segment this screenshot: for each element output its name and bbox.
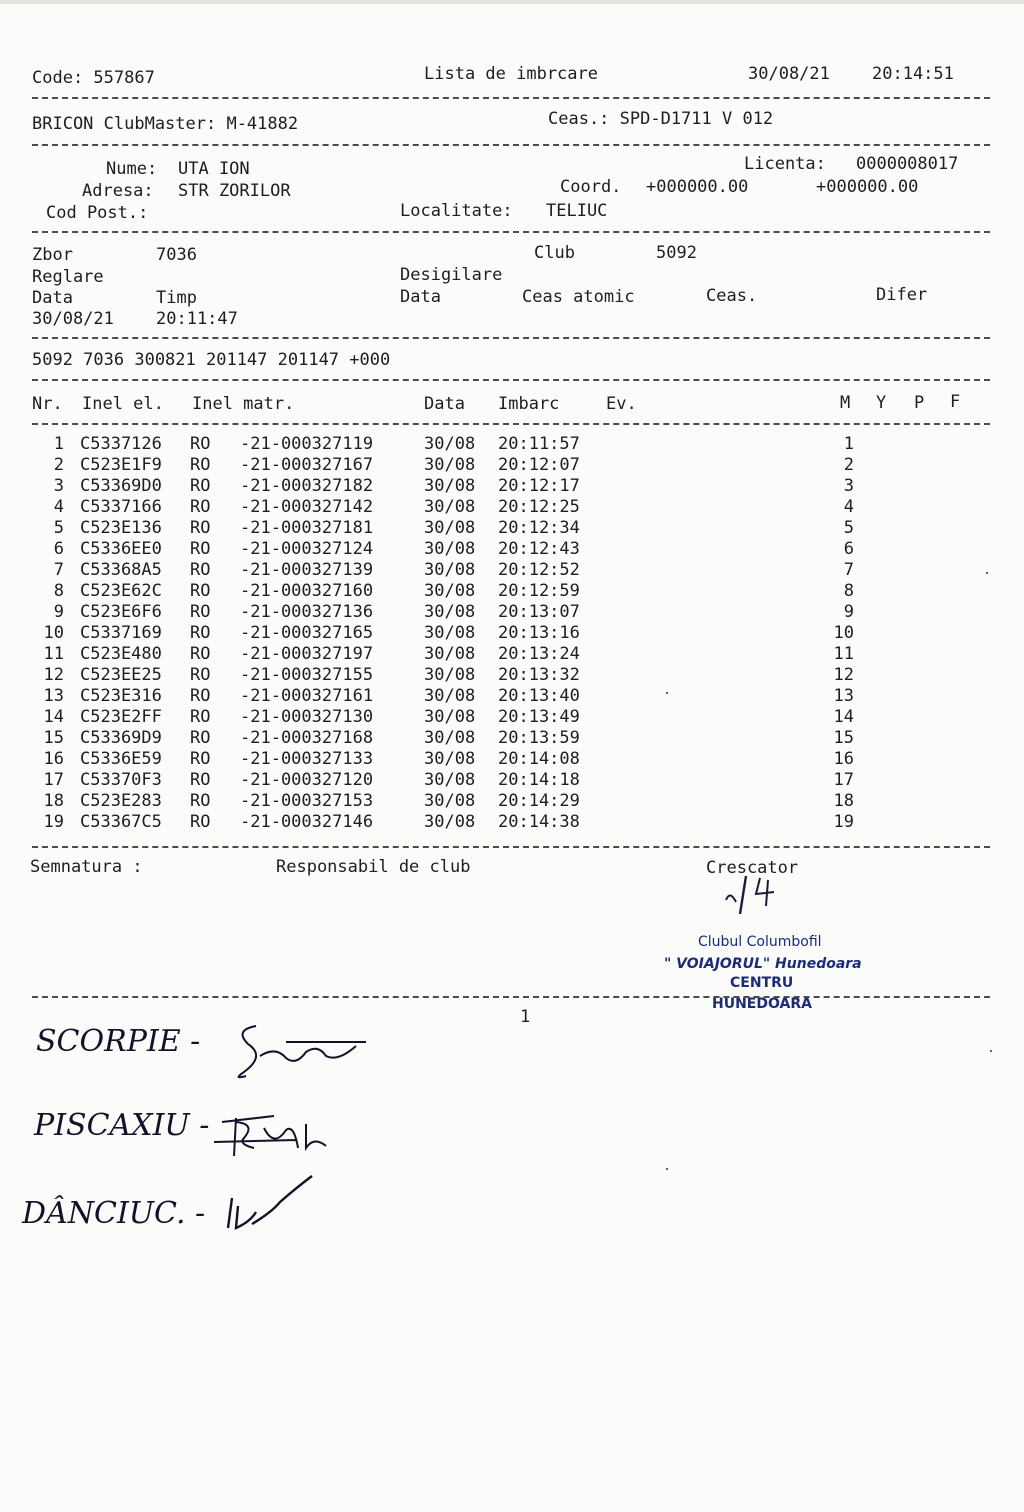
handwritten-name-3: DÂNCIUC. - (22, 1196, 206, 1231)
cell-time: 20:13:32 (498, 665, 580, 685)
cell-cc: RO (190, 497, 211, 517)
reglare-date: 30/08/21 (32, 309, 114, 329)
cell-cc: RO (190, 707, 211, 727)
cell-date: 30/08 (424, 602, 476, 622)
col-nr: Nr. (32, 394, 63, 414)
cell-date: 30/08 (424, 560, 476, 580)
cell-m: 18 (833, 791, 854, 811)
cell-nr: 13 (43, 686, 64, 706)
cell-nr: 4 (53, 497, 64, 517)
cell-m: 14 (833, 707, 854, 727)
cell-date: 30/08 (424, 665, 476, 685)
cell-cc: RO (190, 602, 211, 622)
cell-nr: 8 (53, 581, 64, 601)
cell-el: C5337166 (80, 497, 162, 517)
cell-date: 30/08 (424, 581, 476, 601)
cell-cc: RO (190, 623, 211, 643)
cell-matr: -21-000327120 (240, 770, 374, 790)
flight-code-line: 5092 7036 300821 201147 201147 +000 (32, 350, 391, 370)
speck (990, 1050, 992, 1052)
cell-date: 30/08 (424, 749, 476, 769)
cell-el: C523E6F6 (80, 602, 162, 622)
cell-el: C5336E59 (80, 749, 162, 769)
cell-el: C523E1F9 (80, 455, 162, 475)
desigilare-label: Desigilare (400, 265, 503, 285)
cell-nr: 9 (53, 602, 64, 622)
cell-date: 30/08 (424, 476, 476, 496)
cell-m: 4 (843, 497, 854, 517)
cell-el: C523E62C (80, 581, 162, 601)
coord-y: +000000.00 (816, 177, 919, 197)
handwritten-signature-3 (222, 1172, 322, 1234)
cell-matr: -21-000327136 (240, 602, 374, 622)
locality-label: Localitate: (400, 201, 513, 221)
col-imbarc: Imbarc (498, 394, 560, 414)
stamp-line-1: Clubul Columbofil (698, 934, 822, 950)
print-date: 30/08/21 (748, 64, 830, 84)
code-label: Code: 557867 (32, 68, 155, 88)
cell-cc: RO (190, 644, 211, 664)
cell-m: 7 (843, 560, 854, 580)
cell-nr: 3 (53, 476, 64, 496)
breeder-signature (716, 870, 796, 918)
cell-cc: RO (190, 686, 211, 706)
cell-m: 8 (843, 581, 854, 601)
cell-m: 10 (833, 623, 854, 643)
cell-nr: 16 (43, 749, 64, 769)
ceas-label: Ceas. (706, 286, 758, 306)
separator (32, 996, 990, 998)
breeder-label: Crescator (706, 858, 799, 878)
stamp-line-3: CENTRU (730, 975, 794, 991)
col-inel-el: Inel el. (82, 394, 164, 414)
cell-m: 11 (833, 644, 854, 664)
cell-cc: RO (190, 581, 211, 601)
cell-matr: -21-000327160 (240, 581, 374, 601)
club-value: 5092 (656, 243, 697, 263)
separator (32, 144, 990, 146)
cell-date: 30/08 (424, 812, 476, 832)
cell-time: 20:14:29 (498, 791, 580, 811)
handwritten-name-2: PISCAXIU - (34, 1108, 210, 1143)
speck (666, 692, 668, 694)
cell-nr: 18 (43, 791, 64, 811)
cell-time: 20:12:59 (498, 581, 580, 601)
cell-matr: -21-000327133 (240, 749, 374, 769)
cell-el: C53370F3 (80, 770, 162, 790)
cell-time: 20:12:17 (498, 476, 580, 496)
cell-el: C523E283 (80, 791, 162, 811)
cell-date: 30/08 (424, 686, 476, 706)
stamp-line-4: HUNEDOARA (712, 996, 812, 1012)
cell-nr: 7 (53, 560, 64, 580)
cell-matr: -21-000327181 (240, 518, 374, 538)
cell-cc: RO (190, 728, 211, 748)
col-data: Data (424, 394, 465, 414)
cell-matr: -21-000327139 (240, 560, 374, 580)
col-f: F (950, 392, 961, 412)
cell-date: 30/08 (424, 707, 476, 727)
cell-matr: -21-000327168 (240, 728, 374, 748)
cell-date: 30/08 (424, 455, 476, 475)
separator (32, 97, 990, 99)
cell-time: 20:11:57 (498, 434, 580, 454)
cell-matr: -21-000327119 (240, 434, 374, 454)
cell-m: 12 (833, 665, 854, 685)
separator (32, 231, 990, 233)
cell-cc: RO (190, 455, 211, 475)
cell-date: 30/08 (424, 791, 476, 811)
owner-address: STR ZORILOR (178, 181, 291, 201)
cell-matr: -21-000327153 (240, 791, 374, 811)
cell-time: 20:13:16 (498, 623, 580, 643)
cell-time: 20:13:59 (498, 728, 580, 748)
cell-cc: RO (190, 749, 211, 769)
separator (32, 423, 990, 425)
difer-label: Difer (876, 285, 928, 305)
cell-nr: 6 (53, 539, 64, 559)
cell-nr: 14 (43, 707, 64, 727)
cell-m: 3 (843, 476, 854, 496)
cell-el: C53368A5 (80, 560, 162, 580)
cell-nr: 17 (43, 770, 64, 790)
cell-nr: 12 (43, 665, 64, 685)
cell-cc: RO (190, 812, 211, 832)
cell-m: 16 (833, 749, 854, 769)
cell-time: 20:13:40 (498, 686, 580, 706)
cell-time: 20:13:07 (498, 602, 580, 622)
cell-m: 6 (843, 539, 854, 559)
cell-time: 20:13:49 (498, 707, 580, 727)
license-value: 0000008017 (856, 154, 959, 174)
club-label: Club (534, 243, 575, 263)
print-time: 20:14:51 (872, 64, 954, 84)
cell-date: 30/08 (424, 539, 476, 559)
cell-matr: -21-000327142 (240, 497, 374, 517)
clock-id: Ceas.: SPD-D1711 V 012 (548, 109, 774, 129)
separator (32, 846, 990, 848)
zbor-label: Zbor (32, 245, 73, 265)
col-p: P (914, 393, 925, 413)
col-ev: Ev. (606, 394, 637, 414)
reglare-label: Reglare (32, 267, 104, 287)
cell-matr: -21-000327165 (240, 623, 374, 643)
club-responsible-label: Responsabil de club (276, 857, 471, 877)
cell-nr: 2 (53, 455, 64, 475)
cell-cc: RO (190, 560, 211, 580)
cell-date: 30/08 (424, 623, 476, 643)
cell-time: 20:12:25 (498, 497, 580, 517)
cell-matr: -21-000327167 (240, 455, 374, 475)
reglare-time: 20:11:47 (156, 309, 238, 329)
cell-time: 20:12:43 (498, 539, 580, 559)
desigilare-data-label: Data (400, 287, 441, 307)
cell-el: C5337126 (80, 434, 162, 454)
cell-el: C53369D0 (80, 476, 162, 496)
cell-m: 2 (843, 455, 854, 475)
name-label: Nume: (106, 159, 158, 179)
cell-time: 20:13:24 (498, 644, 580, 664)
cell-m: 5 (843, 518, 854, 538)
cell-m: 9 (843, 602, 854, 622)
cell-date: 30/08 (424, 644, 476, 664)
signature-label: Semnatura : (30, 857, 143, 877)
speck (666, 1168, 668, 1170)
cell-m: 15 (833, 728, 854, 748)
col-inel-matr: Inel matr. (192, 394, 295, 414)
cell-el: C5337169 (80, 623, 162, 643)
cell-el: C53369D9 (80, 728, 162, 748)
cell-date: 30/08 (424, 497, 476, 517)
owner-name: UTA ION (178, 159, 250, 179)
coord-x: +000000.00 (646, 177, 749, 197)
cell-matr: -21-000327146 (240, 812, 374, 832)
data-label: Data (32, 288, 73, 308)
cell-matr: -21-000327182 (240, 476, 374, 496)
cell-time: 20:12:34 (498, 518, 580, 538)
cell-cc: RO (190, 518, 211, 538)
separator (32, 379, 990, 381)
postal-label: Cod Post.: (46, 203, 149, 223)
col-m: M (840, 393, 851, 413)
cell-nr: 11 (43, 644, 64, 664)
cell-m: 1 (843, 434, 854, 454)
cell-el: C523E316 (80, 686, 162, 706)
address-label: Adresa: (82, 181, 154, 201)
separator (32, 337, 990, 339)
handwritten-signature-1 (226, 1016, 386, 1088)
document-title: Lista de imbrcare (424, 64, 598, 84)
cell-date: 30/08 (424, 770, 476, 790)
cell-time: 20:14:18 (498, 770, 580, 790)
speck (986, 572, 988, 574)
license-label: Licenta: (744, 154, 826, 174)
ceas-atomic-label: Ceas atomic (522, 287, 635, 307)
cell-date: 30/08 (424, 518, 476, 538)
cell-cc: RO (190, 770, 211, 790)
cell-time: 20:14:38 (498, 812, 580, 832)
zbor-value: 7036 (156, 245, 197, 265)
handwritten-name-1: SCORPIE - (36, 1024, 201, 1059)
cell-time: 20:12:07 (498, 455, 580, 475)
cell-matr: -21-000327197 (240, 644, 374, 664)
timp-label: Timp (156, 288, 197, 308)
cell-matr: -21-000327130 (240, 707, 374, 727)
cell-nr: 5 (53, 518, 64, 538)
cell-date: 30/08 (424, 728, 476, 748)
cell-m: 13 (833, 686, 854, 706)
page-number: 1 (520, 1007, 531, 1027)
cell-el: C53367C5 (80, 812, 162, 832)
handwritten-signature-2 (214, 1108, 344, 1164)
cell-time: 20:14:08 (498, 749, 580, 769)
locality-value: TELIUC (546, 201, 608, 221)
cell-m: 17 (833, 770, 854, 790)
cell-date: 30/08 (424, 434, 476, 454)
cell-nr: 19 (43, 812, 64, 832)
cell-el: C523E480 (80, 644, 162, 664)
cell-matr: -21-000327124 (240, 539, 374, 559)
cell-time: 20:12:52 (498, 560, 580, 580)
cell-el: C523E2FF (80, 707, 162, 727)
paper-edge (0, 0, 1024, 4)
cell-cc: RO (190, 791, 211, 811)
cell-nr: 15 (43, 728, 64, 748)
cell-cc: RO (190, 665, 211, 685)
system-name: BRICON ClubMaster: M-41882 (32, 114, 299, 134)
cell-el: C523EE25 (80, 665, 162, 685)
coord-label: Coord. (560, 177, 622, 197)
stamp-line-2: " VOIAJORUL" Hunedoara (664, 956, 862, 972)
cell-cc: RO (190, 434, 211, 454)
col-y: Y (876, 393, 887, 413)
cell-el: C5336EE0 (80, 539, 162, 559)
cell-nr: 10 (43, 623, 64, 643)
cell-cc: RO (190, 539, 211, 559)
cell-matr: -21-000327155 (240, 665, 374, 685)
cell-m: 19 (833, 812, 854, 832)
cell-cc: RO (190, 476, 211, 496)
cell-matr: -21-000327161 (240, 686, 374, 706)
cell-nr: 1 (53, 434, 64, 454)
cell-el: C523E136 (80, 518, 162, 538)
